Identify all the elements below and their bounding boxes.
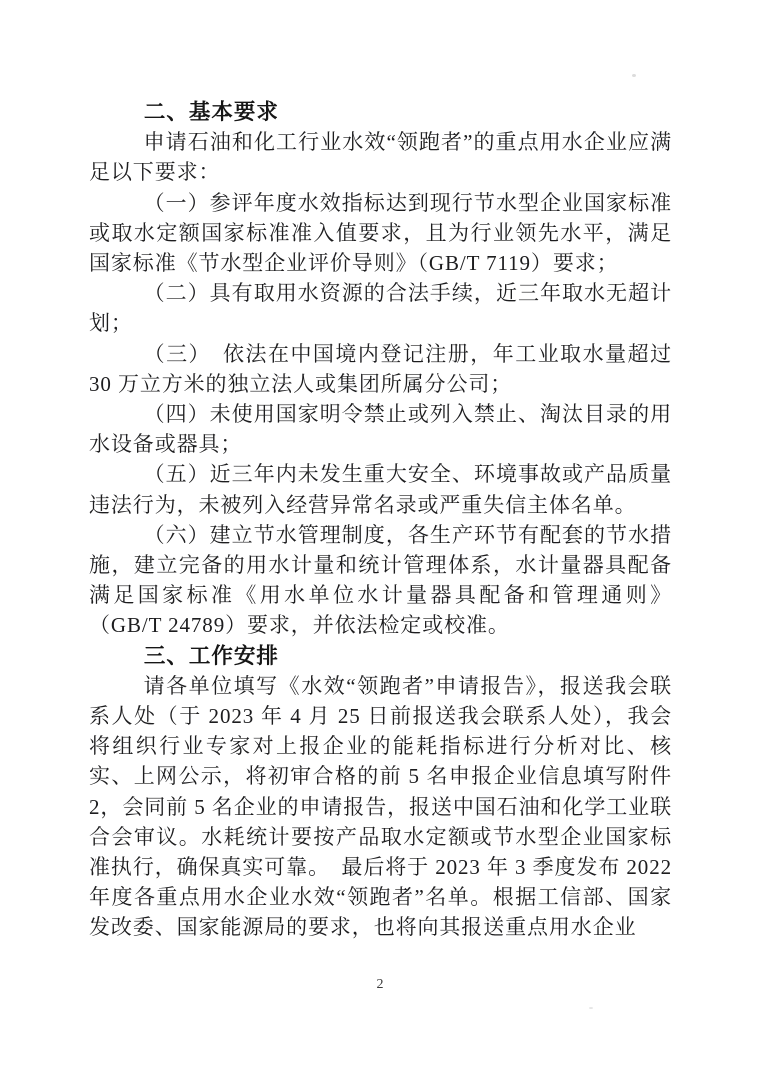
page-number: 2 xyxy=(376,977,384,992)
document-paragraph-work-arrangement: 请各单位填写《水效“领跑者”申请报告》，报送我会联系人处（于 2023 年 4 月 25 日前报送我会联系人处），我会将组织行业专家对上报企业的能耗指标进行分析对比、核实、上网公示，将初审合格的前 5 名申报企业信息填写附件 2，会同前 5 名企业的申请报告，报送中国石油和化学工业联合会审议。水耗统计要按产品取水定额或节水型企业国家标准执行，确保真实可靠。 最后将于 2023 年 3 季度发布 2022 年度各重点用水企业水效“领跑者”名单。根据工信部、国家发改委、国家能源局的要求，也将向其报送重点用水企业 xyxy=(89,673,679,940)
document-paragraph-item-6: （六）建立节水管理制度，各生产环节有配套的节水措施，建立完备的用水计量和统计管理体系，水计量器具配备满足国家标准《用水单位水计量器具配备和管理通则》（GB/T 24789）要求，并依法检定或校准。 xyxy=(89,522,672,638)
document-paragraph-item-5: （五）近三年内未发生重大安全、环境事故或产品质量违法行为，未被列入经营异常名录或严重失信主体名单。 xyxy=(89,462,672,517)
document-paragraph-item-2: （二）具有取用水资源的合法手续，近三年取水无超计划； xyxy=(89,281,672,336)
document-paragraph-item-4: （四）未使用国家明令禁止或列入禁止、淘汰目录的用水设备或器具； xyxy=(89,402,672,457)
document-paragraph: 申请石油和化工行业水效“领跑者”的重点用水企业应满足以下要求： xyxy=(89,130,672,185)
document-paragraph-item-1: （一）参评年度水效指标达到现行节水型企业国家标准或取水定额国家标准准入值要求，且为行业领先水平，满足国家标准《节水型企业评价导则》（GB/T 7119）要求； xyxy=(89,190,672,276)
document-body xyxy=(89,97,679,943)
document-paragraph-item-3: （三） 依法在中国境内登记注册，年工业取水量超过 30 万立方米的独立法人或集团所属分公司； xyxy=(89,341,679,396)
section-heading-basic-requirements: 二、基本要求 xyxy=(143,100,279,124)
scan-artifact xyxy=(589,1007,593,1009)
section-heading-work-arrangement: 三、工作安排 xyxy=(143,643,279,668)
scan-artifact xyxy=(632,74,636,77)
